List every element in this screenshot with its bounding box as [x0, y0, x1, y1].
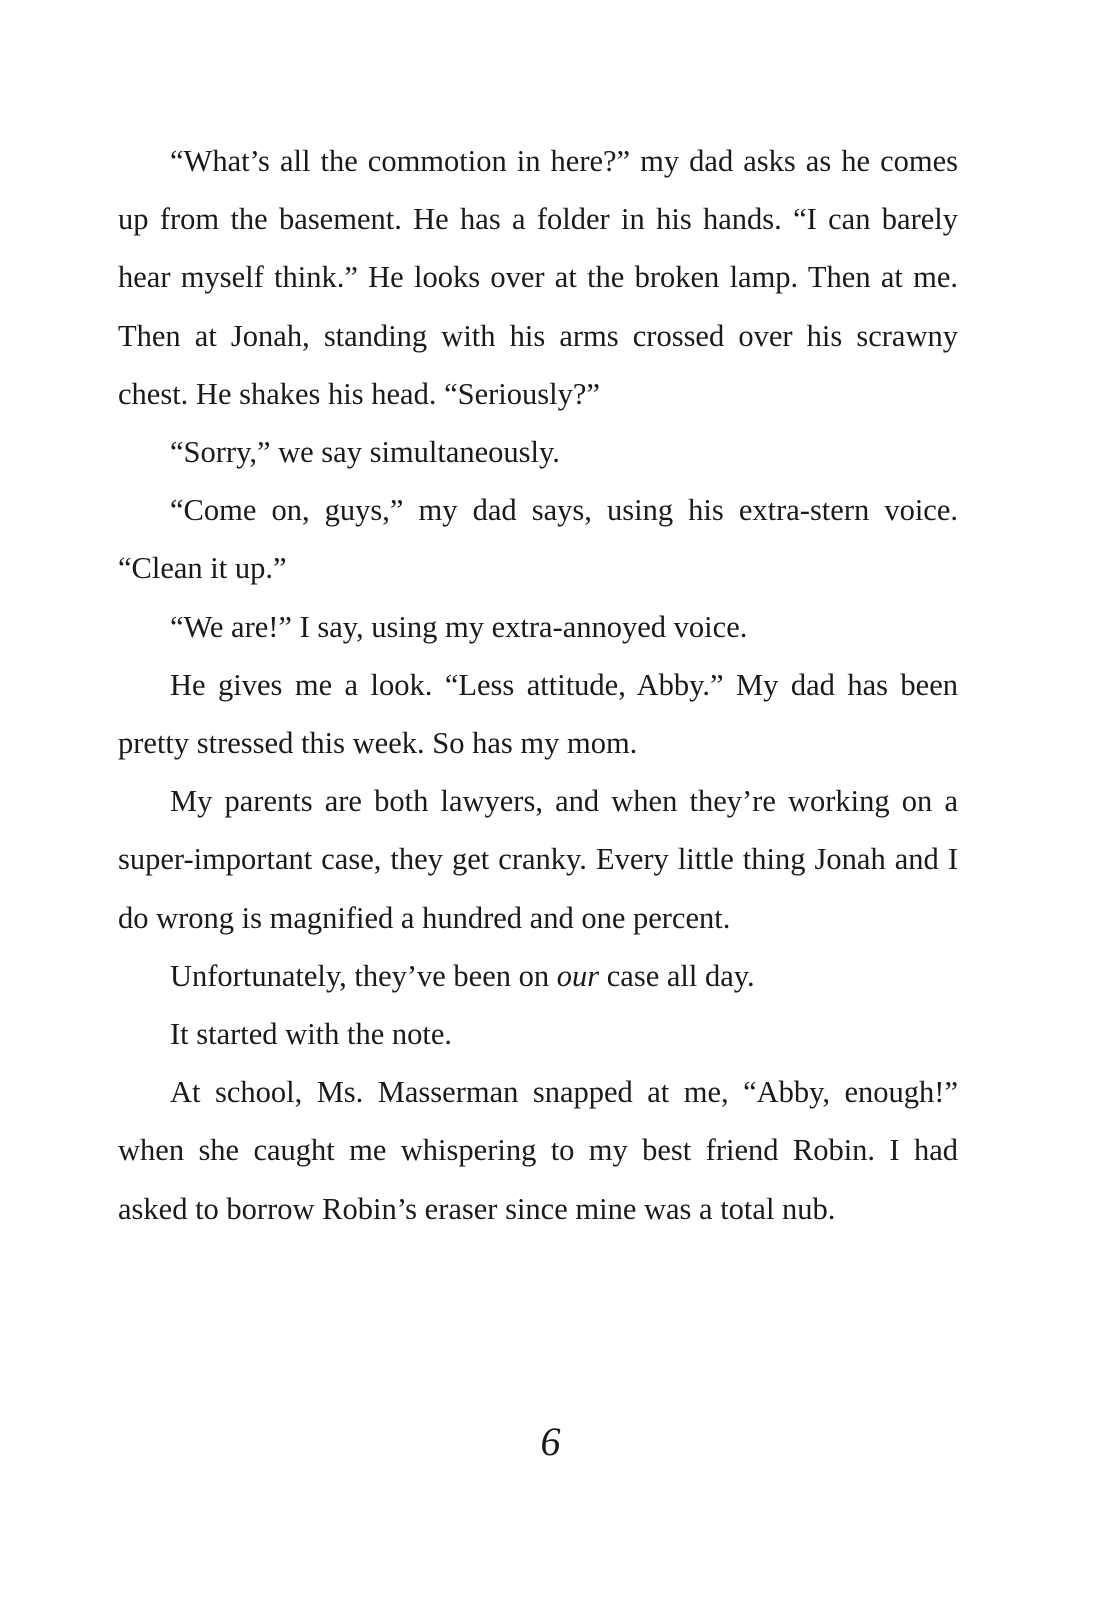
- paragraph: “Come on, guys,” my dad says, using his extra-stern voice. “Clean it up.”: [118, 493, 958, 586]
- body-text: [118, 132, 958, 1238]
- paragraph: “What’s all the commotion in here?” my dad asks as he comes up from the basement. He has a folder in his hands. “I can barely hear myself think.” He looks over at the broken lamp. Then at me. Then at Jonah, standing with his arms crossed over his scrawny chest. He shakes his head. “Seriously?”: [118, 144, 958, 411]
- paragraph: “We are!” I say, using my extra-annoyed voice.: [170, 609, 748, 644]
- emphasized-word: our: [556, 958, 600, 993]
- page-number: 6: [540, 1419, 561, 1464]
- paragraph-text: case all day.: [599, 958, 755, 993]
- paragraph: My parents are both lawyers, and when they’re working on a super-important case, they get cranky. Every little thing Jonah and I do wrong is magnified a hundred and one percent.: [118, 784, 958, 935]
- paragraph-text: Unfortunately, they’ve been on: [170, 958, 557, 993]
- paragraph: “Sorry,” we say simultaneously.: [170, 435, 560, 470]
- paragraph: He gives me a look. “Less attitude, Abby.” My dad has been pretty stressed this week. So has my mom.: [118, 667, 958, 761]
- paragraph: It started with the note.: [170, 1017, 453, 1052]
- paragraph: At school, Ms. Masserman snapped at me, “Abby, enough!” when she caught me whispering to my best friend Robin. I had asked to borrow Robin’s eraser since mine was a total nub.: [118, 1075, 958, 1226]
- paragraph: [118, 947, 958, 1005]
